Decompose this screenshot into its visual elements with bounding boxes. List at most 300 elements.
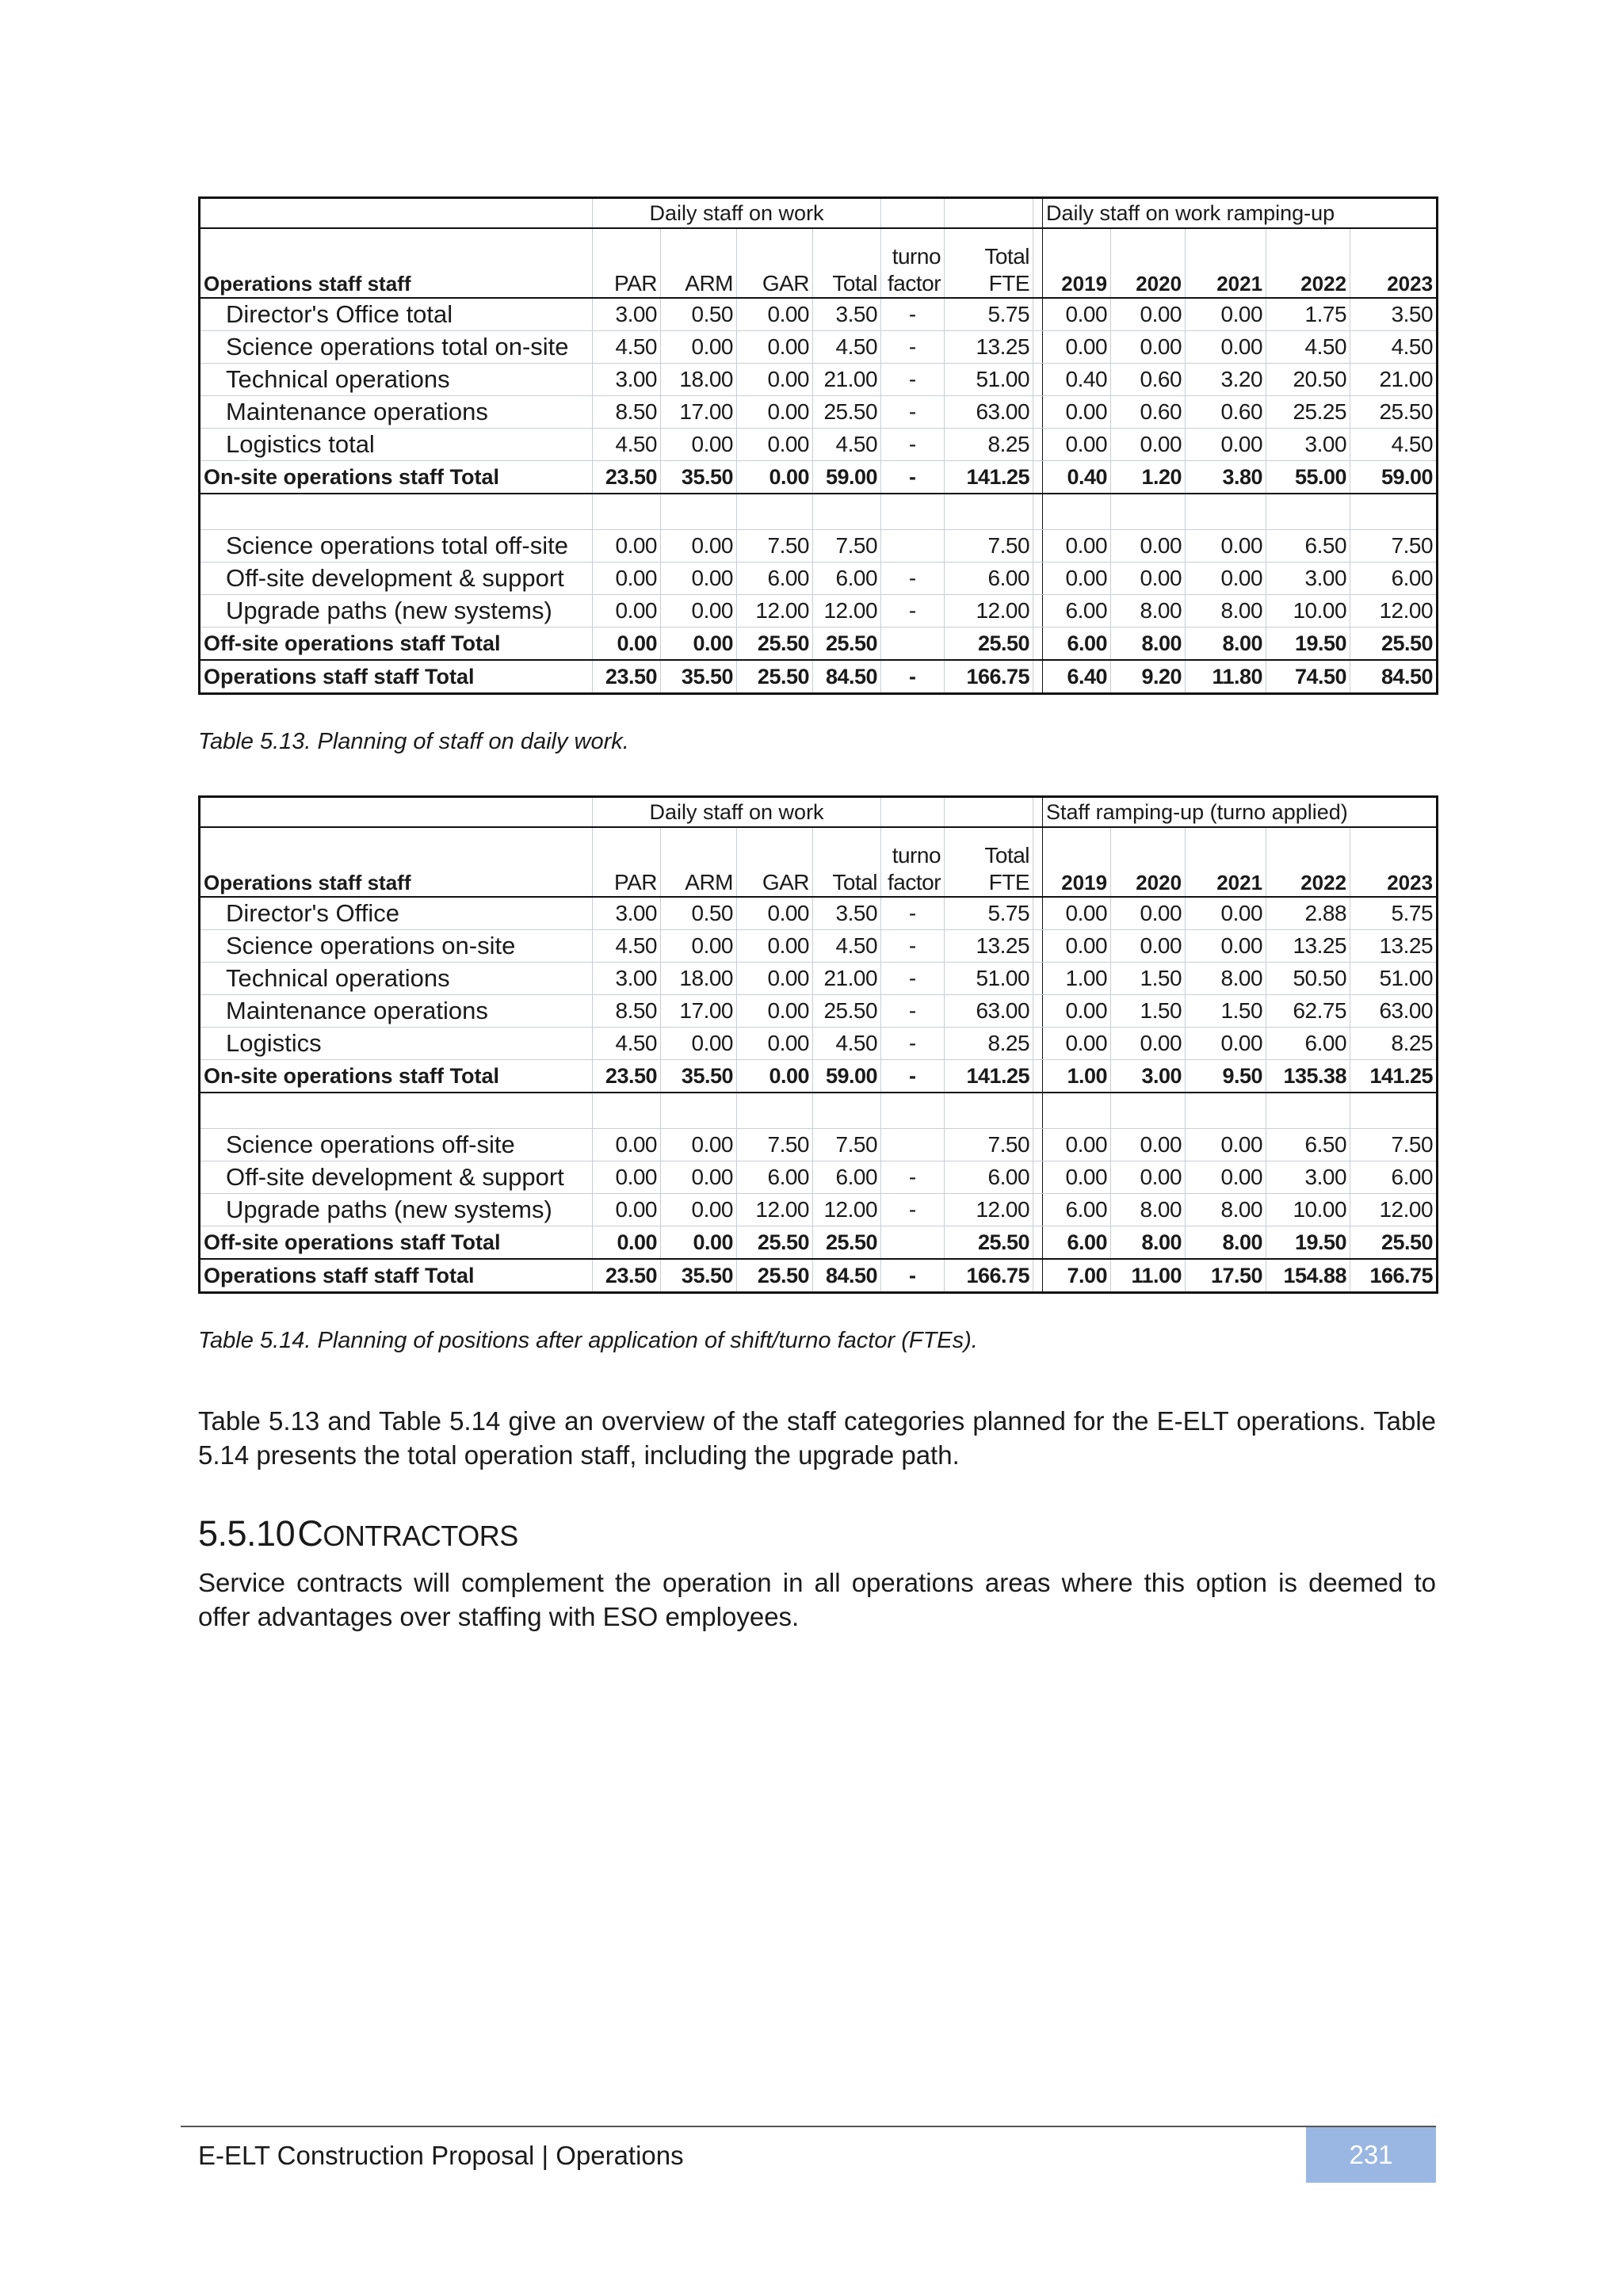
row-value: 1.20 [1111,461,1186,494]
column-gap [1033,530,1043,563]
row-value: 0.00 [593,1226,661,1260]
row-value: 12.00 [813,1194,881,1226]
row-label: Technical operations [200,963,593,995]
row-value: 63.00 [1350,995,1438,1028]
heading-rest: ONTRACTORS [323,1520,518,1552]
row-value: 51.00 [1350,963,1438,995]
row-value: 7.50 [945,530,1033,563]
row-value: 0.00 [1043,396,1111,429]
row-value: 4.50 [1350,429,1438,461]
table-row [200,897,1438,930]
row-value: 84.50 [813,660,881,694]
row-value: 0.00 [1186,897,1266,930]
row-value: 63.00 [945,995,1033,1028]
row-value: 50.50 [1266,963,1350,995]
header-year: 2019 [1043,827,1111,897]
page-number: 231 [1306,2127,1436,2183]
row-value: 8.00 [1111,1194,1186,1226]
row-value: 51.00 [945,963,1033,995]
row-value: 0.00 [737,396,813,429]
row-value: 0.00 [593,1194,661,1226]
fte-line1: Total [984,843,1030,868]
row-value: 141.25 [945,1060,1033,1093]
row-value: 0.00 [1043,1161,1111,1194]
header-total-fte [945,827,1033,897]
row-value: 0.00 [593,563,661,595]
row-value: - [881,364,945,396]
row-value: 3.50 [1350,298,1438,331]
offsite-total-row [200,627,1438,661]
header-year: 2020 [1111,827,1186,897]
row-value: 1.00 [1043,963,1111,995]
group-spacer [881,797,945,828]
row-value: 0.00 [1186,331,1266,364]
row-value: 0.50 [661,298,737,331]
blank-row [200,1093,1438,1129]
row-value: 9.50 [1186,1060,1266,1093]
row-value: 0.60 [1186,396,1266,429]
row-value: 19.50 [1266,627,1350,661]
row-value [881,1129,945,1161]
blank-cell [1043,1093,1111,1129]
row-label: Science operations on-site [200,930,593,963]
blank-cell [813,1093,881,1129]
row-value: - [881,1028,945,1060]
row-value: 25.50 [1350,396,1438,429]
row-value: 12.00 [1350,1194,1438,1226]
row-value: 25.50 [813,1226,881,1260]
row-value: 8.00 [1111,595,1186,627]
blank-cell [1186,494,1266,530]
row-value: 6.00 [945,1161,1033,1194]
row-value: 7.50 [945,1129,1033,1161]
row-value: 25.50 [737,660,813,694]
row-value: 1.50 [1111,995,1186,1028]
section-heading-contractors [198,1513,518,1554]
row-value: 6.00 [1350,1161,1438,1194]
row-value: 12.00 [945,595,1033,627]
row-value: 0.00 [1111,530,1186,563]
row-value: 0.00 [1043,995,1111,1028]
row-value: 55.00 [1266,461,1350,494]
row-value: 7.50 [737,530,813,563]
row-value: 5.75 [945,298,1033,331]
row-value: 4.50 [813,930,881,963]
row-value: 0.00 [661,595,737,627]
header-total: Total [813,228,881,298]
row-value: 8.25 [945,429,1033,461]
row-value: - [881,1259,945,1293]
column-gap [1033,995,1043,1028]
row-value: 25.50 [813,627,881,661]
group-header-daily: Daily staff on work [593,198,881,229]
row-value: 0.00 [1186,1161,1266,1194]
row-value: 12.00 [945,1194,1033,1226]
row-value [881,1226,945,1260]
row-label: Off-site development & support [200,563,593,595]
turno-line1: turno [892,244,941,269]
row-value: 0.00 [1111,298,1186,331]
row-value: 8.50 [593,396,661,429]
row-label: Off-site development & support [200,1161,593,1194]
row-value: 3.20 [1186,364,1266,396]
row-value: 0.60 [1111,364,1186,396]
row-value: - [881,930,945,963]
row-label: Off-site operations staff Total [200,1226,593,1260]
row-value: 0.00 [737,1028,813,1060]
turno-line2: factor [888,870,941,894]
row-value: 8.00 [1186,595,1266,627]
row-value: 84.50 [813,1259,881,1293]
row-value: 7.50 [813,530,881,563]
row-value: 11.80 [1186,660,1266,694]
row-value: 6.00 [1043,627,1111,661]
footer-rule [181,2126,1436,2127]
group-spacer [945,198,1033,229]
row-value: 166.75 [945,660,1033,694]
row-value: 13.25 [945,930,1033,963]
row-value: 6.40 [1043,660,1111,694]
row-value: 7.50 [737,1129,813,1161]
row-value: 59.00 [1350,461,1438,494]
column-gap [1033,298,1043,331]
row-value: 13.25 [1350,930,1438,963]
row-value: 0.00 [737,364,813,396]
row-value: 35.50 [661,1060,737,1093]
column-gap [1033,396,1043,429]
row-value: 3.80 [1186,461,1266,494]
row-value: 0.00 [661,1028,737,1060]
row-value: 1.50 [1186,995,1266,1028]
row-value: 0.00 [661,563,737,595]
group-spacer [200,797,593,828]
blank-cell [661,1093,737,1129]
blank-cell [593,494,661,530]
fte-line1: Total [984,244,1030,269]
row-value: 0.00 [1111,930,1186,963]
row-value: 6.00 [945,563,1033,595]
blank-cell [737,1093,813,1129]
row-value: 0.00 [1186,563,1266,595]
blank-cell [1266,1093,1350,1129]
row-value: 17.00 [661,995,737,1028]
blank-cell [200,1093,593,1129]
row-value: 6.50 [1266,1129,1350,1161]
row-value: 141.25 [945,461,1033,494]
row-value: 20.50 [1266,364,1350,396]
group-header-ramping: Staff ramping-up (turno applied) [1043,797,1438,828]
row-value: 4.50 [593,1028,661,1060]
column-gap [1033,1161,1043,1194]
row-value: 8.00 [1186,627,1266,661]
row-value: 0.00 [661,530,737,563]
row-value: 23.50 [593,1259,661,1293]
blank-cell [1266,494,1350,530]
row-value: 0.00 [1043,429,1111,461]
row-value: 0.00 [1111,331,1186,364]
row-value: 62.75 [1266,995,1350,1028]
group-header-daily: Daily staff on work [593,797,881,828]
table-row [200,995,1438,1028]
header-year: 2022 [1266,827,1350,897]
row-value: - [881,429,945,461]
header-gar: GAR [737,827,813,897]
row-value: 0.00 [593,1161,661,1194]
blank-row [200,494,1438,530]
row-value: 0.00 [661,1226,737,1260]
column-gap [1033,198,1043,229]
blank-cell [1350,1093,1438,1129]
row-value: - [881,396,945,429]
row-value: 0.00 [1043,563,1111,595]
table-row [200,396,1438,429]
heading-number: 5.5.10 [198,1513,296,1554]
row-value: 0.00 [1186,530,1266,563]
row-value: 0.00 [737,298,813,331]
onsite-total-row [200,461,1438,494]
staff-table [198,795,1438,1294]
column-gap [1033,494,1043,530]
row-label: Maintenance operations [200,396,593,429]
row-value: 4.50 [593,429,661,461]
row-value: 25.50 [945,1226,1033,1260]
row-value: 0.00 [1186,298,1266,331]
row-value: - [881,897,945,930]
table-row [200,563,1438,595]
row-value: 6.00 [813,563,881,595]
table-row [200,331,1438,364]
row-value: - [881,331,945,364]
row-value: 17.50 [1186,1259,1266,1293]
blank-cell [881,494,945,530]
row-value: 0.00 [1111,563,1186,595]
row-value: 13.25 [1266,930,1350,963]
staff-table-daily-work [198,196,1436,695]
column-gap [1033,930,1043,963]
row-value: 0.00 [737,1060,813,1093]
row-value: - [881,660,945,694]
body-paragraph-overview: Table 5.13 and Table 5.14 give an overview of the staff categories planned for the E-ELT operations. Table 5.14 presents the total operation staff, including the upgrade path. [198,1406,1436,1470]
header-label: Operations staff staff [200,228,593,298]
row-value: 141.25 [1350,1060,1438,1093]
table-row [200,1161,1438,1194]
header-label: Operations staff staff [200,827,593,897]
row-value: 3.00 [593,963,661,995]
row-value: 3.00 [593,897,661,930]
header-total-fte [945,228,1033,298]
row-value: 6.00 [737,1161,813,1194]
row-value: 25.50 [813,396,881,429]
row-value: 6.00 [813,1161,881,1194]
row-value: 3.00 [1266,563,1350,595]
row-label: Maintenance operations [200,995,593,1028]
row-value: 0.00 [1043,930,1111,963]
column-gap [1033,563,1043,595]
row-label: Operations staff staff Total [200,660,593,694]
blank-cell [945,494,1033,530]
row-value: 12.00 [1350,595,1438,627]
row-value: 0.00 [661,1161,737,1194]
row-value [881,627,945,661]
row-value: 7.50 [1350,1129,1438,1161]
row-value: 166.75 [1350,1259,1438,1293]
row-label: Science operations total on-site [200,331,593,364]
blank-cell [200,494,593,530]
column-gap [1033,627,1043,661]
row-value: 18.00 [661,364,737,396]
row-label: Operations staff staff Total [200,1259,593,1293]
staff-table [198,196,1438,695]
row-label: Off-site operations staff Total [200,627,593,661]
row-value: 0.00 [1111,429,1186,461]
row-value: 0.00 [1043,897,1111,930]
row-value: 6.00 [1350,563,1438,595]
row-value: 21.00 [1350,364,1438,396]
row-value: 8.25 [945,1028,1033,1060]
row-value: 0.00 [1186,930,1266,963]
header-year: 2019 [1043,228,1111,298]
offsite-total-row [200,1226,1438,1260]
column-gap [1033,228,1043,298]
table-row [200,1194,1438,1226]
row-label: Logistics [200,1028,593,1060]
table-row [200,298,1438,331]
row-value: 4.50 [593,930,661,963]
column-gap [1033,1060,1043,1093]
row-value: 12.00 [813,595,881,627]
row-value: 74.50 [1266,660,1350,694]
row-value: 3.00 [1266,429,1350,461]
row-value: 0.00 [1043,1028,1111,1060]
row-value: - [881,1161,945,1194]
row-value: 0.00 [1111,1129,1186,1161]
row-value: 0.00 [1111,1161,1186,1194]
row-value: 0.50 [661,897,737,930]
row-value: 0.00 [661,1194,737,1226]
column-gap [1033,1259,1043,1293]
row-value: 3.50 [813,897,881,930]
row-label: Science operations off-site [200,1129,593,1161]
row-label: Upgrade paths (new systems) [200,1194,593,1226]
blank-cell [881,1093,945,1129]
table-row [200,963,1438,995]
row-value: 23.50 [593,1060,661,1093]
group-spacer [200,198,593,229]
table-row [200,530,1438,563]
table-caption-5-13: Table 5.13. Planning of staff on daily work. [198,729,629,754]
row-value: 6.00 [1043,1226,1111,1260]
row-value: 6.00 [737,563,813,595]
row-value: - [881,298,945,331]
header-arm: ARM [661,228,737,298]
row-value: 0.00 [593,530,661,563]
column-gap [1033,364,1043,396]
group-header-ramping: Daily staff on work ramping-up [1043,198,1438,229]
row-value: 4.50 [813,429,881,461]
row-value: 8.00 [1111,627,1186,661]
row-value: 0.00 [1111,897,1186,930]
column-gap [1033,1093,1043,1129]
row-value: 0.00 [1043,298,1111,331]
turno-line2: factor [888,271,941,296]
fte-line2: FTE [988,271,1030,296]
row-value: 0.00 [737,963,813,995]
row-value: - [881,963,945,995]
header-year: 2021 [1186,228,1266,298]
row-value: 3.50 [813,298,881,331]
row-value [881,530,945,563]
row-value: - [881,461,945,494]
heading-initial: C [297,1513,323,1554]
row-value: - [881,995,945,1028]
column-gap [1033,595,1043,627]
table-row [200,364,1438,396]
column-gap [1033,331,1043,364]
row-value: 0.00 [1043,331,1111,364]
row-value: 7.50 [813,1129,881,1161]
row-value: 0.00 [737,995,813,1028]
group-spacer [945,797,1033,828]
table-row [200,1028,1438,1060]
header-turno-factor [881,827,945,897]
column-gap [1033,461,1043,494]
row-value: 0.40 [1043,364,1111,396]
column-gap [1033,429,1043,461]
row-value: 0.00 [737,429,813,461]
row-value: 11.00 [1111,1259,1186,1293]
row-value: 8.50 [593,995,661,1028]
grand-total-row [200,660,1438,694]
header-total: Total [813,827,881,897]
row-value: 0.00 [737,461,813,494]
row-value: 2.88 [1266,897,1350,930]
row-value: 0.60 [1111,396,1186,429]
table-row [200,429,1438,461]
row-value: 23.50 [593,461,661,494]
row-label: Upgrade paths (new systems) [200,595,593,627]
row-value: - [881,1194,945,1226]
row-value: 5.75 [1350,897,1438,930]
row-value: 8.00 [1186,1194,1266,1226]
header-turno-factor [881,228,945,298]
grand-total-row [200,1259,1438,1293]
table-row [200,595,1438,627]
row-value: 6.00 [1266,1028,1350,1060]
row-value: 0.00 [661,627,737,661]
row-value: 6.00 [1043,595,1111,627]
row-value: 4.50 [1350,331,1438,364]
row-value: 4.50 [593,331,661,364]
row-value: 21.00 [813,364,881,396]
row-label: Science operations total off-site [200,530,593,563]
row-value: 3.00 [593,364,661,396]
row-value: 17.00 [661,396,737,429]
row-value: 0.00 [1186,429,1266,461]
onsite-total-row [200,1060,1438,1093]
blank-cell [593,1093,661,1129]
column-gap [1033,1028,1043,1060]
body-paragraph-contractors: Service contracts will complement the operation in all operations areas where this option is deemed to offer advantages over staffing with ESO employees. [198,1568,1436,1631]
row-value: 25.50 [737,1226,813,1260]
row-value: 25.50 [737,627,813,661]
row-label: Logistics total [200,429,593,461]
row-value: 4.50 [813,1028,881,1060]
header-par: PAR [593,827,661,897]
table-caption-5-14: Table 5.14. Planning of positions after application of shift/turno factor (FTEs). [198,1328,978,1353]
row-value: 4.50 [1266,331,1350,364]
row-value: 25.50 [1350,627,1438,661]
column-gap [1033,660,1043,694]
